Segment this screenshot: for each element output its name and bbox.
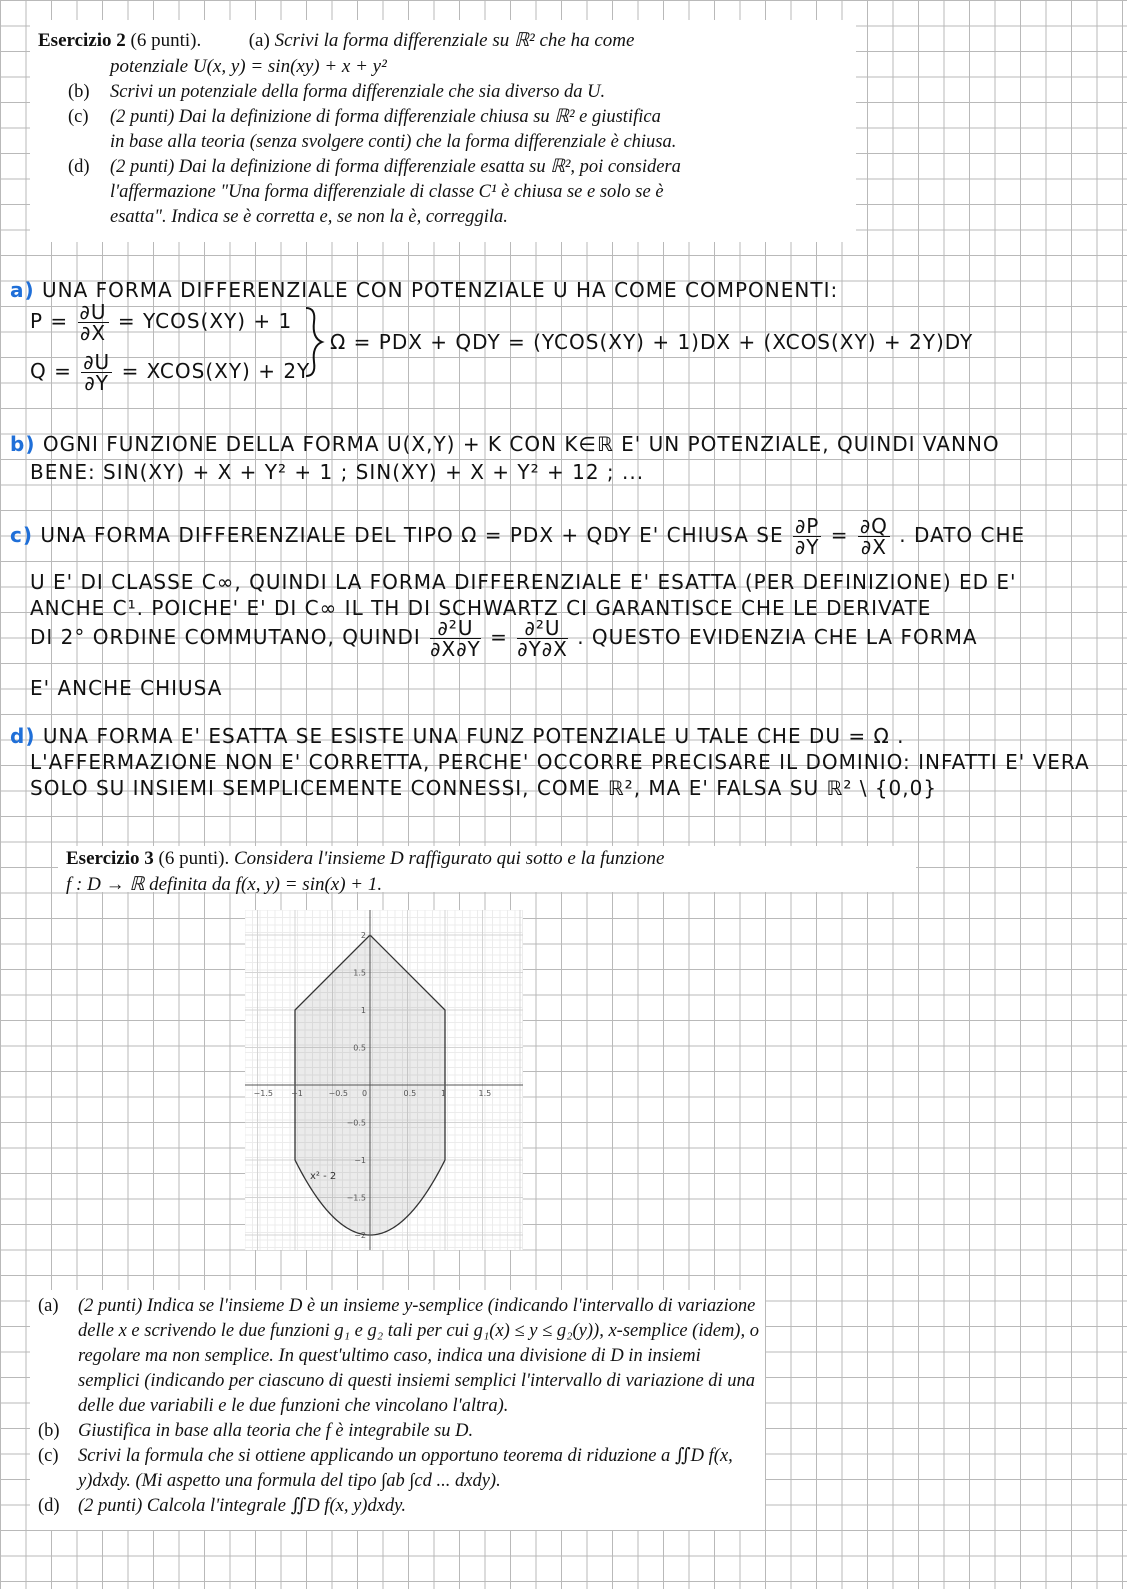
y-tick-label: −0.5 [346,1118,366,1128]
exercise-3-intro-1: Considera l'insieme D raffigurato qui sotto e la funzione [233,848,665,869]
exercise-3-item [30,1494,765,1519]
exercise-3-item [30,1294,765,1419]
item-label: (c) [68,107,89,127]
y-tick-label: 1.5 [353,968,366,978]
x-tick-label: 0 [362,1089,368,1098]
curly-brace [302,306,326,378]
answer-c-line-1: c) UNA FORMA DIFFERENZIALE DEL TIPO Ω = PDX + QDY E' CHIUSA SE $\frac{\partial P}{\partial Y}$ = $\frac{\partial Q}{\partial X}$ . DATO CHE [10,514,1026,559]
fraction: $\frac{\partial U}{\partial Y}$ [83,350,111,395]
exercise-3-intro-2: f : D → ℝ definita da f(x, y) = sin(x) + 1. [66,874,383,895]
exercise-3-item [30,1419,765,1444]
exercise-2-points: (6 punti). [130,30,202,51]
answer-b-line-2: BENE: SIN(XY) + X + Y² + 1 ; SIN(XY) + X + Y² + 12 ; ... [30,460,645,484]
x-tick-label: −1 [291,1089,303,1098]
answer-c-label: c) [10,523,33,547]
answer-b-line-1: b) OGNI FUNZIONE DELLA FORMA U(X,Y) + K CON K∈ℝ E' UN POTENZIALE, QUINDI VANNO [10,432,1000,456]
fraction: $\frac{\text{∂²U}}{\partial X\partial Y}$ [430,616,481,661]
answer-d-label: d) [10,724,36,748]
exercise-2-title: Esercizio 2 [38,30,126,51]
item-text: Giustifica in base alla teoria che f è integrabile su D. [78,1421,474,1441]
item-label: (c) [38,1446,59,1466]
fraction: $\frac{\partial Q}{\partial X}$ [859,514,888,559]
exercise-2-a-text: Scrivi la forma differenziale su ℝ² che ha come [274,30,635,51]
x-tick-label: 1.5 [478,1089,492,1098]
item-text: Scrivi la formula che si ottiene applicando un opportuno teorema di riduzione a ∬D f(x, y)dxdy. (Mi aspetto una formula del tipo ∫ab ∫cd ... dxdy). [78,1446,733,1491]
answer-d-line-2: L'AFFERMAZIONE NON E' CORRETTA, PERCHE' OCCORRE PRECISARE IL DOMINIO: INFATTI E' VERA [30,750,1090,774]
exercise-3-item [30,1444,765,1494]
item-text: (2 punti) Calcola l'integrale ∬D f(x, y)dxdy. [78,1496,406,1516]
exercise-3-title: Esercizio 3 [66,848,154,869]
x-tick-label: −1.5 [253,1089,273,1098]
item-label: (a) [38,1296,59,1316]
y-tick-label: 1 [360,1006,366,1015]
fraction: $\frac{\partial U}{\partial X}$ [79,300,107,345]
item-label: (d) [68,157,90,177]
exercise-2-item [38,105,681,155]
y-tick-label: −1 [354,1156,366,1165]
answer-c-line-5: E' ANCHE CHIUSA [30,676,223,700]
item-text-line: l'affermazione "Una forma differenziale di classe C¹ è chiusa se e solo se è [110,182,664,202]
answer-d-line-3: SOLO SU INSIEMI SEMPLICEMENTE CONNESSI, COME ℝ², MA E' FALSA SU ℝ² \ {0,0} [30,776,938,800]
item-text-line: in base alla teoria (senza svolgere conti) che la forma differenziale è chiusa. [110,132,677,152]
answer-c-line-2: U E' DI CLASSE C∞, QUINDI LA FORMA DIFFERENZIALE E' ESATTA (PER DEFINIZIONE) ED E' [30,570,1017,594]
answer-c-line-4: DI 2° ORDINE COMMUTANO, QUINDI $\frac{\text{∂²U}}{\partial X\partial Y}$ = $\frac{\text{∂²U}}{\partial Y\partial X}$ . QUESTO EVIDENZIA CHE LA FORMA [30,616,978,661]
answer-a-P: P = $\frac{\partial U}{\partial X}$ = YCOS(XY) + 1 [30,300,293,345]
answer-d-line-1: d) UNA FORMA E' ESATTA SE ESISTE UNA FUNZ POTENZIALE U TALE CHE DU = Ω . [10,724,905,748]
item-label: (b) [68,82,90,102]
exercise-3-items [30,1290,765,1530]
answer-a-line-1: a) UNA FORMA DIFFERENZIALE CON POTENZIALE U HA COME COMPONENTI: [10,278,839,302]
region-graph [245,910,523,1250]
x-tick-label: −0.5 [328,1089,348,1098]
answer-b-label: b) [10,432,36,456]
item-text: (2 punti) Indica se l'insieme D è un insieme y-semplice (indicando l'intervallo di variazione delle x e scrivendo le due funzioni g₁ e g₂ tali per cui g₁(x) ≤ y ≤ g₂(y)), x-semplice (idem), o regolare ma non semplice. In quest'ultimo caso, indica una divisione di D in insiemi semplici (indicando per ciascuno di questi insiemi semplici l'intervallo di variazione di una delle due variabili e le due funzioni che vincolano l'altra). [78,1296,759,1416]
exercise-2-items [38,80,681,230]
answer-a-label: a) [10,278,35,302]
item-text-line: Scrivi un potenziale della forma differenziale che sia diverso da U. [110,82,606,102]
item-text-line: (2 punti) Dai la definizione di forma differenziale esatta su ℝ², poi considera [110,157,681,177]
exercise-2-item [38,155,681,230]
answer-c-line-3: ANCHE C¹. POICHE' E' DI C∞ IL TH DI SCHWARTZ CI GARANTISCE CHE LE DERIVATE [30,596,932,620]
exercise-2-a-label: (a) [248,30,270,51]
answer-a-Q: Q = $\frac{\partial U}{\partial Y}$ = XCOS(XY) + 2Y [30,350,311,395]
item-label: (d) [38,1496,60,1516]
x-tick-label: 1 [441,1089,447,1098]
y-tick-label: 2 [360,931,366,940]
y-tick-label: 0.5 [353,1043,366,1053]
region-chart [245,910,523,1250]
answer-a-omega: Ω = PDX + QDY = (YCOS(XY) + 1)DX + (XCOS(XY) + 2Y)DY [330,330,974,354]
exercise-2-statement [30,20,856,242]
y-tick-label: −2 [354,1231,366,1240]
fraction: $\frac{\partial P}{\partial Y}$ [794,514,820,559]
curve-annotation: x² - 2 [310,1170,337,1182]
item-text-line: esatta". Indica se è corretta e, se non la è, correggila. [110,207,508,227]
exercise-3-points: (6 punti). [158,848,230,869]
exercise-2-a-text-2: potenziale U(x, y) = sin(xy) + x + y² [110,56,387,77]
fraction: $\frac{\text{∂²U}}{\partial Y\partial X}$ [517,616,568,661]
x-tick-label: 0.5 [403,1089,417,1098]
item-text-line: (2 punti) Dai la definizione di forma differenziale chiusa su ℝ² e giustifica [110,107,661,127]
item-label: (b) [38,1421,60,1441]
exercise-3-statement [58,846,916,895]
y-tick-label: −1.5 [346,1193,366,1203]
exercise-2-item [38,80,681,105]
